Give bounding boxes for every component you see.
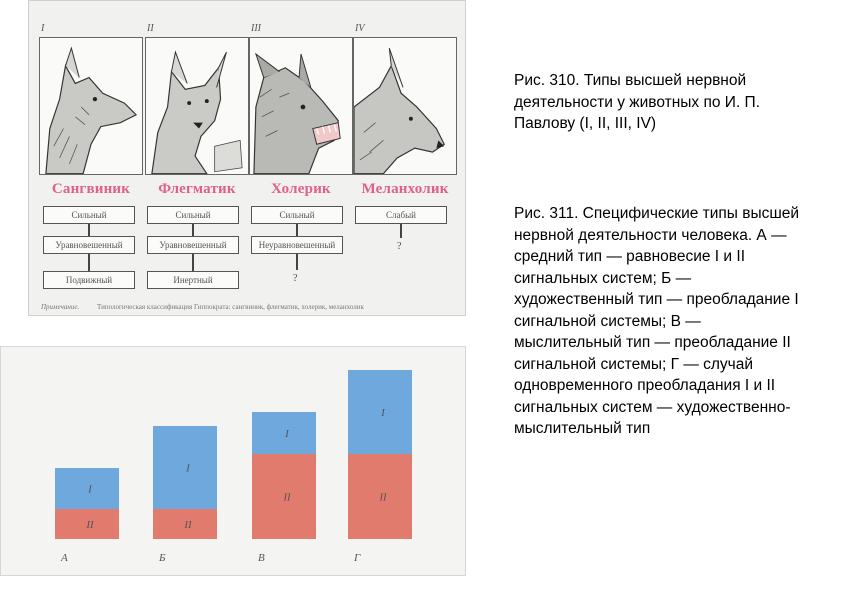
bar-segment-i-2 xyxy=(252,412,316,454)
connector-line xyxy=(400,224,402,238)
bar-label-ii-0: II xyxy=(86,519,94,531)
roman-numeral-2: II xyxy=(147,23,154,34)
figure-310-note xyxy=(41,303,364,311)
category-label-0: А xyxy=(61,552,68,564)
bar-label-i-2: I xyxy=(285,428,289,440)
connector-line xyxy=(192,254,194,271)
bar-label-ii-3: II xyxy=(379,491,387,504)
category-label-3: Г xyxy=(354,552,361,564)
melancholic-balance-unknown: ? xyxy=(397,241,402,252)
phlegmatic-balance: Уравновешенный xyxy=(147,236,239,254)
figure-310 xyxy=(28,0,466,316)
sanguine-mobility: Подвижный xyxy=(43,271,135,289)
bar-label-i-0: I xyxy=(88,483,92,496)
connector-line xyxy=(296,224,298,236)
dog-illustration-melancholic xyxy=(353,37,457,175)
phlegmatic-strength: Сильный xyxy=(147,206,239,224)
sanguine-balance: Уравновешенный xyxy=(43,236,135,254)
choleric-mobility-unknown: ? xyxy=(293,273,298,284)
bar-segment-i-0 xyxy=(55,468,119,509)
connector-line xyxy=(88,224,90,236)
connector-line xyxy=(88,254,90,271)
bar-label-i-1: I xyxy=(186,462,190,475)
phlegmatic-mobility: Инертный xyxy=(147,271,239,289)
dog-head-icon xyxy=(146,38,248,174)
dog-head-icon xyxy=(354,38,456,174)
melancholic-strength: Слабый xyxy=(355,206,447,224)
category-label-1: Б xyxy=(159,552,166,564)
choleric-balance: Неуравновешенный xyxy=(251,236,343,254)
roman-numeral-3: III xyxy=(251,23,261,34)
caption-figure-311: Рис. 311. Специфические типы высшей нервной деятельности человека. А — средний тип — равновесие I и II сигнальных систем; Б — художественный тип — преобладание I сигнальной системы; В — мыслительный тип — преобладание II сигнальной системы; Г — случай одновременного преобладания I и II сигнальных систем — художественно-мыслительный тип xyxy=(514,205,800,437)
signal-systems-chart xyxy=(1,347,467,577)
connector-line xyxy=(296,254,298,270)
dog-head-icon xyxy=(40,38,142,174)
roman-numeral-1: I xyxy=(41,23,45,34)
note-text: Типологическая классификация Гиппократа: сангвиник, флегматик, холерик, меланхолик xyxy=(96,303,364,311)
bar-segment-i-1 xyxy=(153,426,217,509)
note-label: Примечание. xyxy=(41,303,80,311)
dog-illustration-choleric xyxy=(249,37,353,175)
bar-label-i-3: I xyxy=(381,407,385,419)
bar-label-ii-2: II xyxy=(283,491,291,504)
sanguine-strength: Сильный xyxy=(43,206,135,224)
figure-311 xyxy=(0,346,466,576)
dog-illustration-phlegmatic xyxy=(145,37,249,175)
type-name-choleric: Холерик xyxy=(271,181,331,197)
dog-head-icon xyxy=(250,38,352,174)
connector-line xyxy=(192,224,194,236)
dog-illustration-sanguine xyxy=(39,37,143,175)
type-name-phlegmatic: Флегматик xyxy=(158,181,236,197)
choleric-strength: Сильный xyxy=(251,206,343,224)
caption-figure-310: Рис. 310. Типы высшей нервной деятельности у животных по И. П. Павлову (I, II, III, IV) xyxy=(514,72,761,132)
type-name-melancholic: Меланхолик xyxy=(361,181,449,197)
bar-segment-i-3 xyxy=(348,370,412,454)
bar-label-ii-1: II xyxy=(184,519,192,531)
category-label-2: В xyxy=(258,552,265,564)
type-name-sanguine: Сангвиник xyxy=(51,181,131,197)
roman-numeral-4: IV xyxy=(355,23,365,34)
